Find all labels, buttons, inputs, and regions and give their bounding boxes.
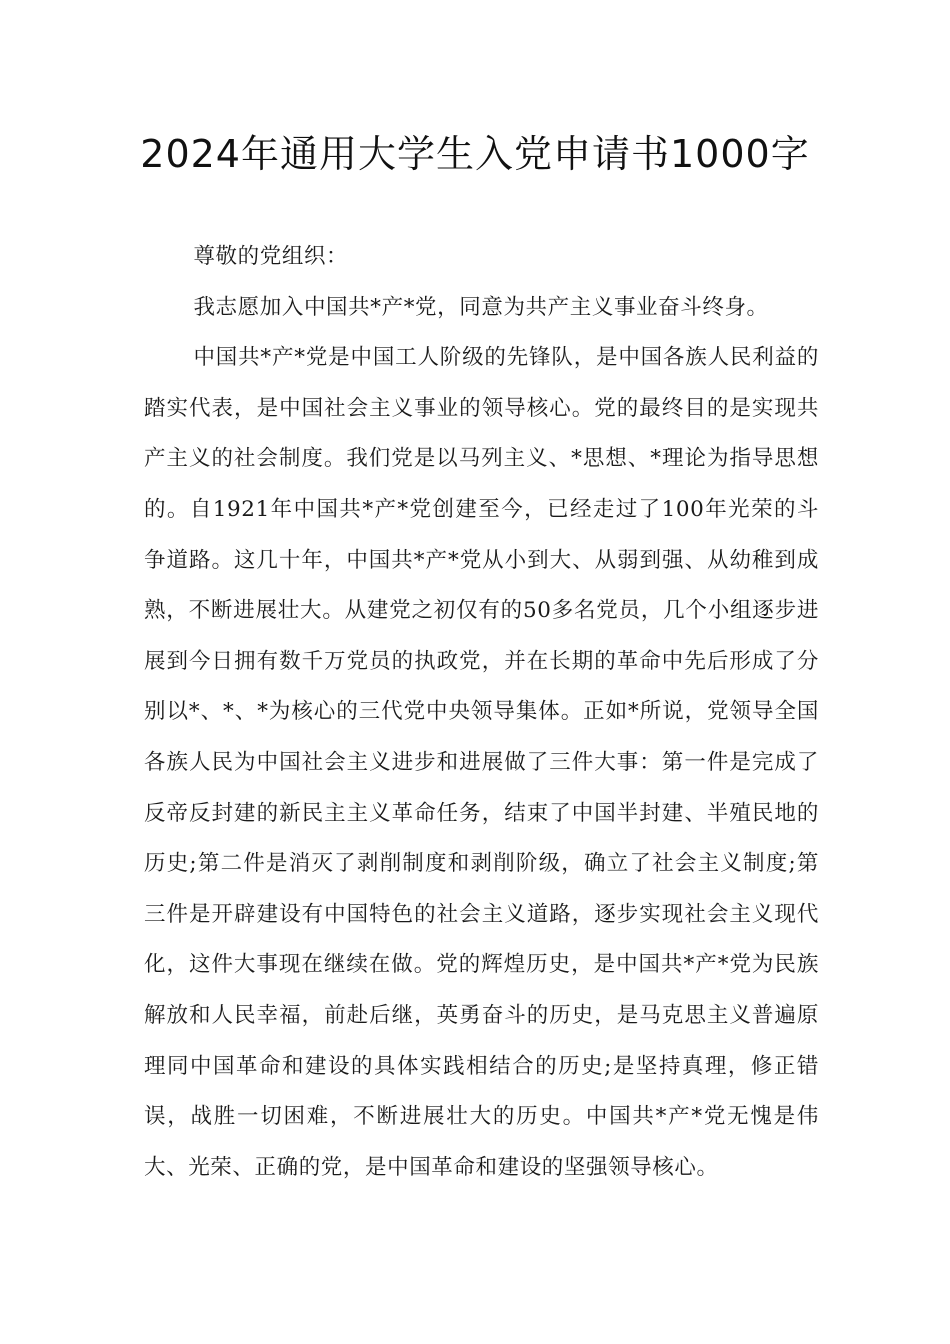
- paragraph-party-history: 中国共*产*党是中国工人阶级的先锋队，是中国各族人民利益的踏实代表，是中国社会主义事业的领导核心。党的最终目的是实现共产主义的社会制度。我们党是以马列主义、*思想、*理论为指导思想的。自1921年中国共*产*党创建至今，已经走过了100年光荣的斗争道路。这几十年，中国共*产*党从小到大、从弱到强、从幼稚到成熟，不断进展壮大。从建党之初仅有的50多名党员，几个小组逐步进展到今日拥有数千万党员的执政党，并在长期的革命中先后形成了分别以*、*、*为核心的三代党中央领导集体。正如*所说，党领导全国各族人民为中国社会主义进步和进展做了三件大事：第一件是完成了反帝反封建的新民主主义革命任务，结束了中国半封建、半殖民地的历史;第二件是消灭了剥削制度和剥削阶级，确立了社会主义制度;第三件是开辟建设有中国特色的社会主义道路，逐步实现社会主义现代化，这件大事现在继续在做。党的辉煌历史，是中国共*产*党为民族解放和人民幸福，前赴后继，英勇奋斗的历史，是马克思主义普遍原理同中国革命和建设的具体实践相结合的历史;是坚持真理，修正错误，战胜一切困难，不断进展壮大的历史。中国共*产*党无愧是伟大、光荣、正确的党，是中国革命和建设的坚强领导核心。: [144, 345, 819, 1180]
- salutation: 尊敬的党组织：: [193, 244, 349, 269]
- document-title: 2024年通用大学生入党申请书1000字: [140, 132, 810, 176]
- paragraph-pledge: 我志愿加入中国共*产*党，同意为共产主义事业奋斗终身。: [193, 294, 769, 320]
- document-body: [144, 232, 819, 1193]
